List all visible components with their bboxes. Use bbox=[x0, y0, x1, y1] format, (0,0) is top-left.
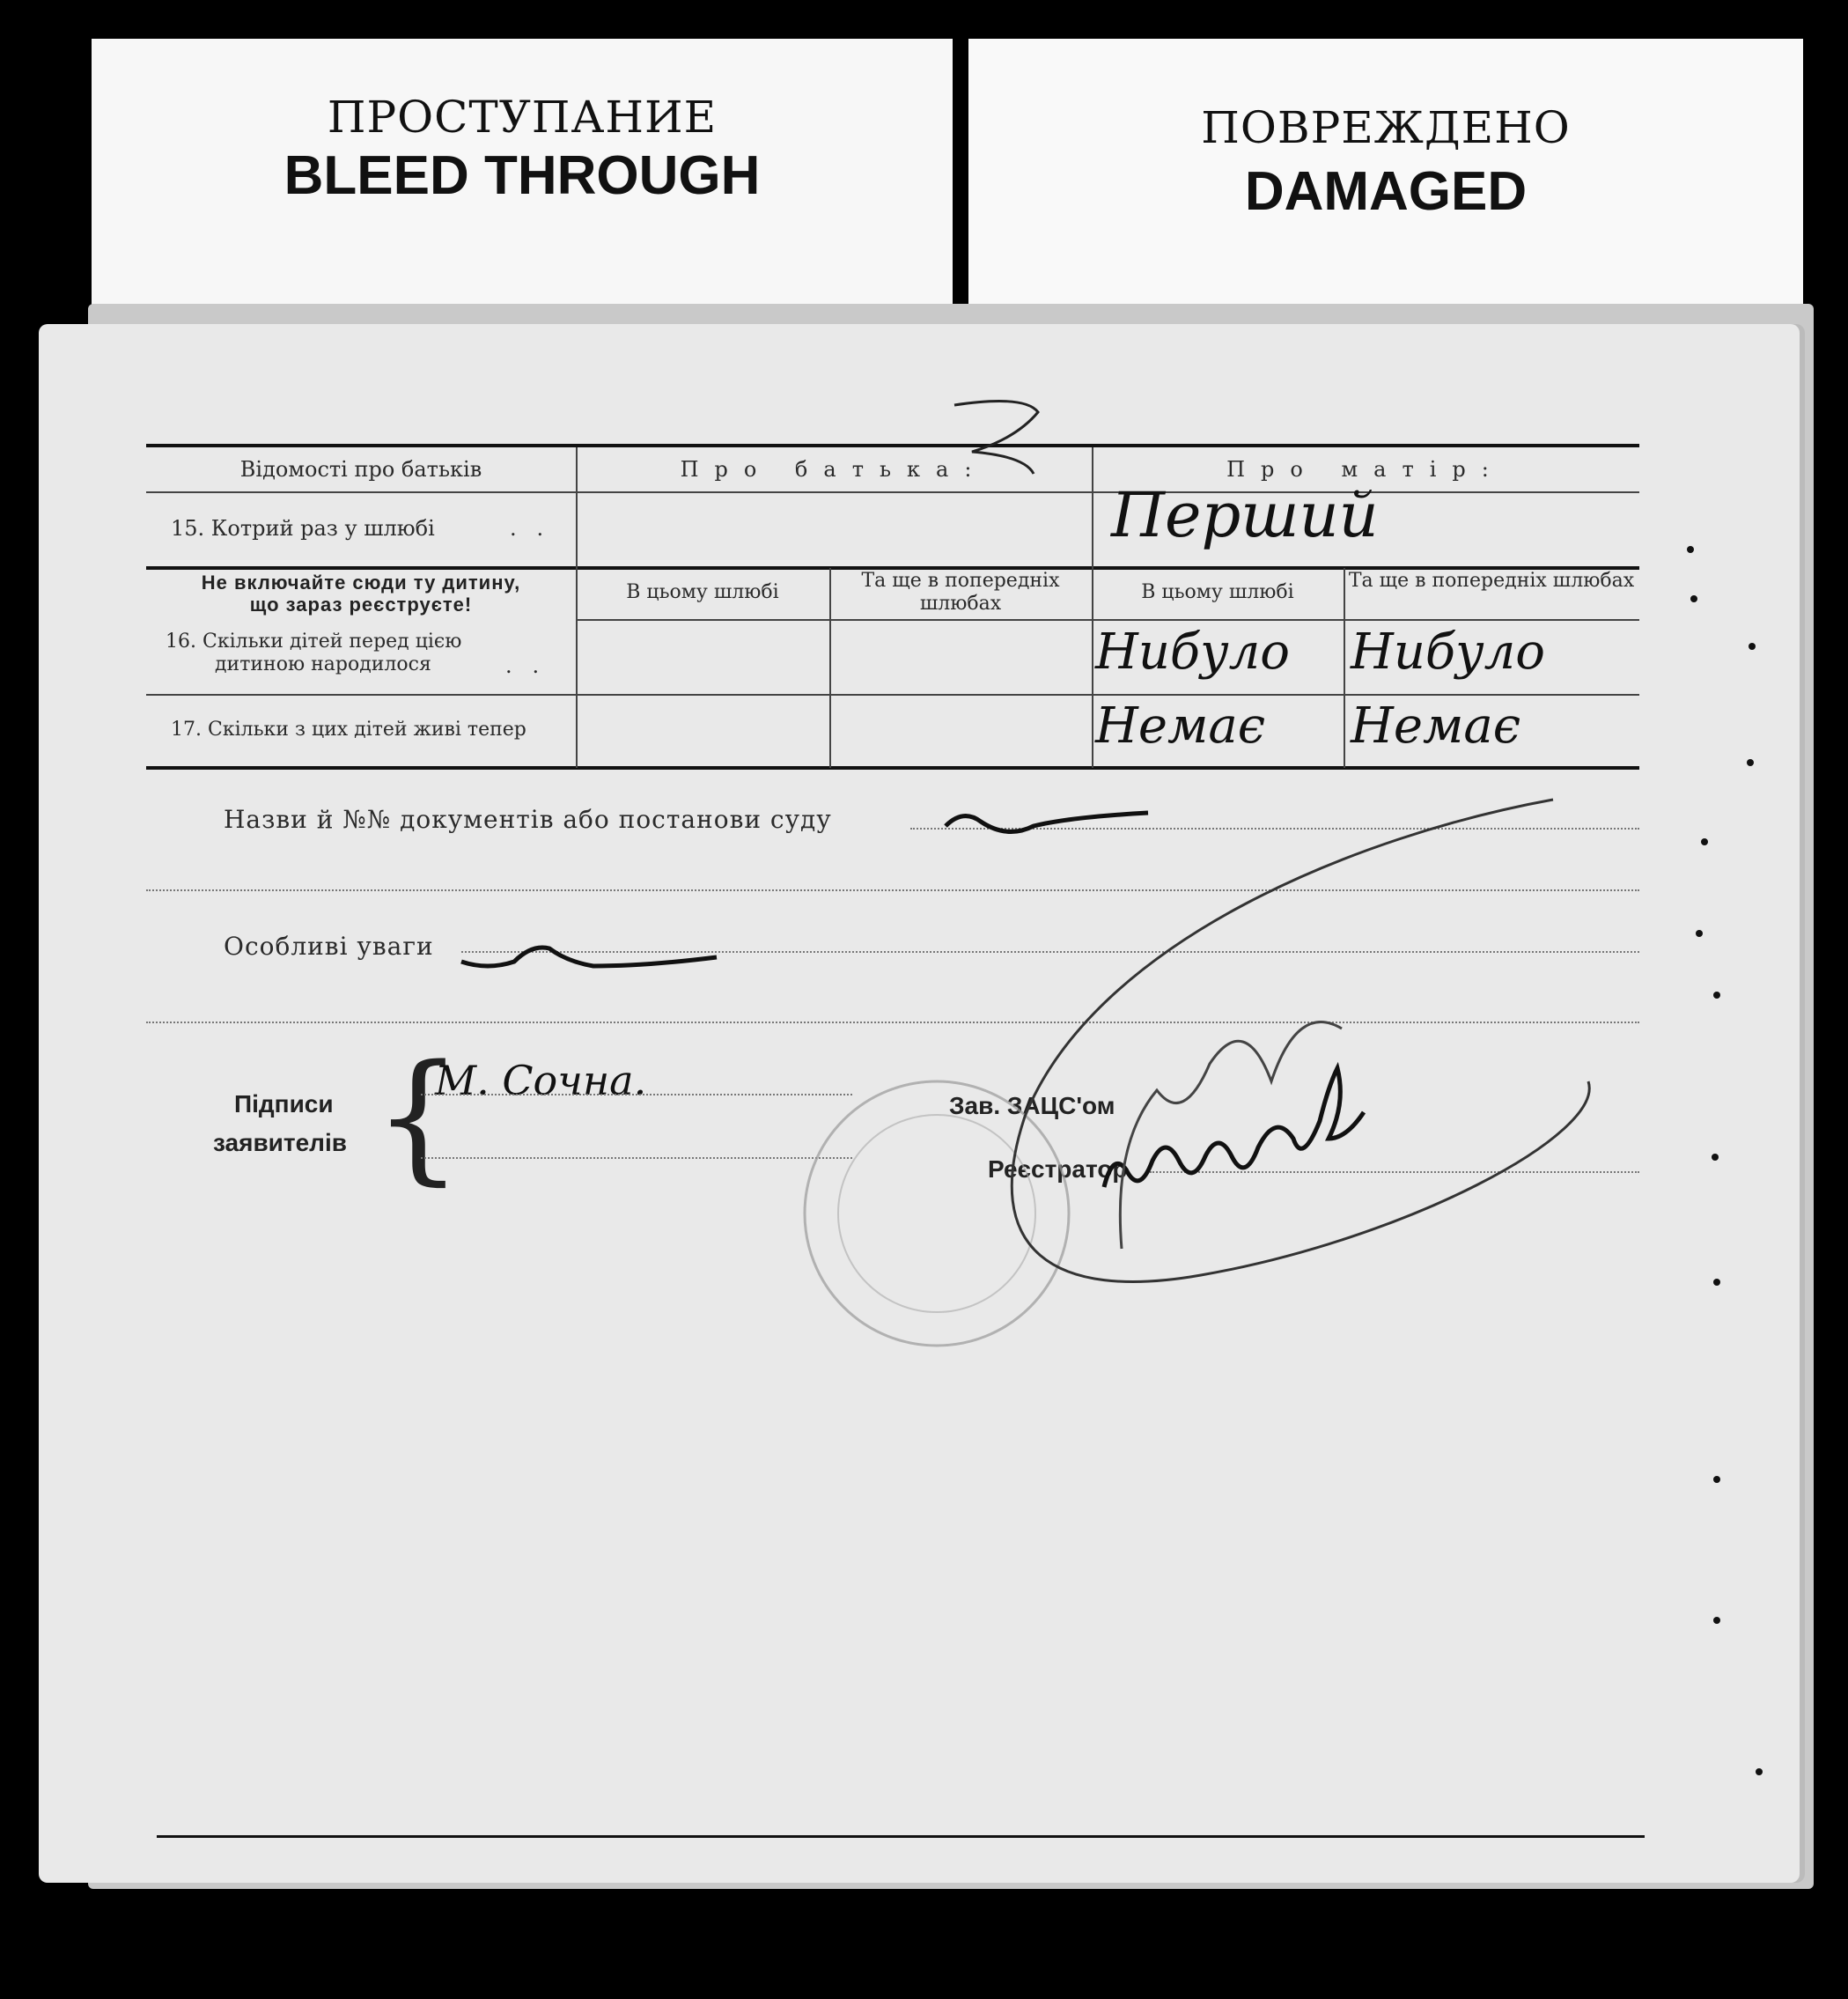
official-stamp bbox=[805, 1081, 1069, 1346]
sub-prev-marriages-father: Та ще в попередніх шлюбах bbox=[861, 570, 1060, 615]
row17-mother-prev: Немає bbox=[1351, 697, 1521, 755]
head-signature bbox=[1120, 1022, 1342, 1250]
applicants-brace: { bbox=[373, 1034, 463, 1199]
note-line-2: що зараз реєструєте! bbox=[249, 594, 473, 616]
applicants-label-line1: Підписи bbox=[234, 1090, 334, 1118]
bleed-through-label-en: BLEED THROUGH bbox=[283, 145, 761, 206]
binding-hole bbox=[1713, 992, 1720, 999]
binding-hole bbox=[1696, 930, 1703, 937]
registrar-signature bbox=[1104, 1068, 1364, 1187]
binding-hole bbox=[1712, 1154, 1719, 1161]
row15-leader-dots: . . bbox=[510, 516, 544, 541]
row16-label-line1: 16. Скільки дітей перед цією bbox=[166, 631, 462, 653]
damaged-card bbox=[968, 39, 1803, 321]
row16-label-line2: дитиною народилося bbox=[215, 653, 431, 675]
damaged-label-en: DAMAGED bbox=[1244, 161, 1528, 222]
binding-hole bbox=[1687, 546, 1694, 553]
binding-hole bbox=[1713, 1476, 1720, 1483]
binding-hole bbox=[1701, 838, 1708, 845]
documents-label: Назви й №№ документів або постанови суду bbox=[224, 805, 832, 834]
sub-prev-marriages-mother: Та ще в попередніх шлюбах bbox=[1348, 570, 1635, 592]
applicants-label-line2: заявителів bbox=[213, 1129, 347, 1156]
binding-hole bbox=[1749, 643, 1756, 650]
row17-label: 17. Скільки з цих дітей живі тепер bbox=[171, 719, 526, 741]
binding-hole bbox=[1690, 595, 1697, 602]
bleed-through-label-ru: ПРОСТУПАНИЕ bbox=[327, 92, 718, 143]
binding-hole bbox=[1747, 759, 1754, 766]
ink-overlay bbox=[39, 324, 1800, 1883]
remarks-dash-stroke bbox=[461, 948, 717, 966]
sub-this-marriage-mother: В цьому шлюбі bbox=[1141, 581, 1294, 603]
col-header-father: Про батька: bbox=[680, 457, 988, 482]
note-line-1: Не включайте сюди ту дитину, bbox=[201, 572, 521, 594]
signature-flourish-loop bbox=[1012, 800, 1589, 1282]
binding-hole bbox=[1713, 1617, 1720, 1624]
documents-dash-stroke bbox=[946, 813, 1148, 831]
official-stamp-inner bbox=[838, 1115, 1035, 1312]
binding-hole bbox=[1756, 1768, 1763, 1775]
row15-numeral-stroke bbox=[954, 402, 1038, 475]
row16-mother-prev: Нибуло bbox=[1351, 623, 1545, 681]
applicant-signature: М. Сочна. bbox=[435, 1057, 647, 1104]
remarks-label: Особливі уваги bbox=[224, 932, 434, 961]
row15-label: 15. Котрий раз у шлюбі bbox=[171, 516, 435, 541]
sub-this-marriage-father: В цьому шлюбі bbox=[626, 581, 779, 603]
row15-mother-value: Перший bbox=[1111, 479, 1379, 551]
row16-mother-this: Нибуло bbox=[1095, 623, 1290, 681]
damaged-label-ru: ПОВРЕЖДЕНО bbox=[1201, 102, 1571, 153]
registrar-label: Реєстратор bbox=[988, 1155, 1128, 1183]
binding-hole bbox=[1713, 1279, 1720, 1286]
row16-leader-dots: . . bbox=[505, 653, 540, 678]
bleed-through-card bbox=[92, 39, 953, 321]
col-header-mother: Про матір: bbox=[1226, 457, 1505, 482]
head-label: Зав. ЗАЦС'ом bbox=[949, 1092, 1115, 1119]
row17-mother-this: Немає bbox=[1095, 697, 1266, 755]
col-header-info: Відомості про батьків bbox=[239, 457, 482, 482]
document-sheet bbox=[39, 324, 1800, 1883]
